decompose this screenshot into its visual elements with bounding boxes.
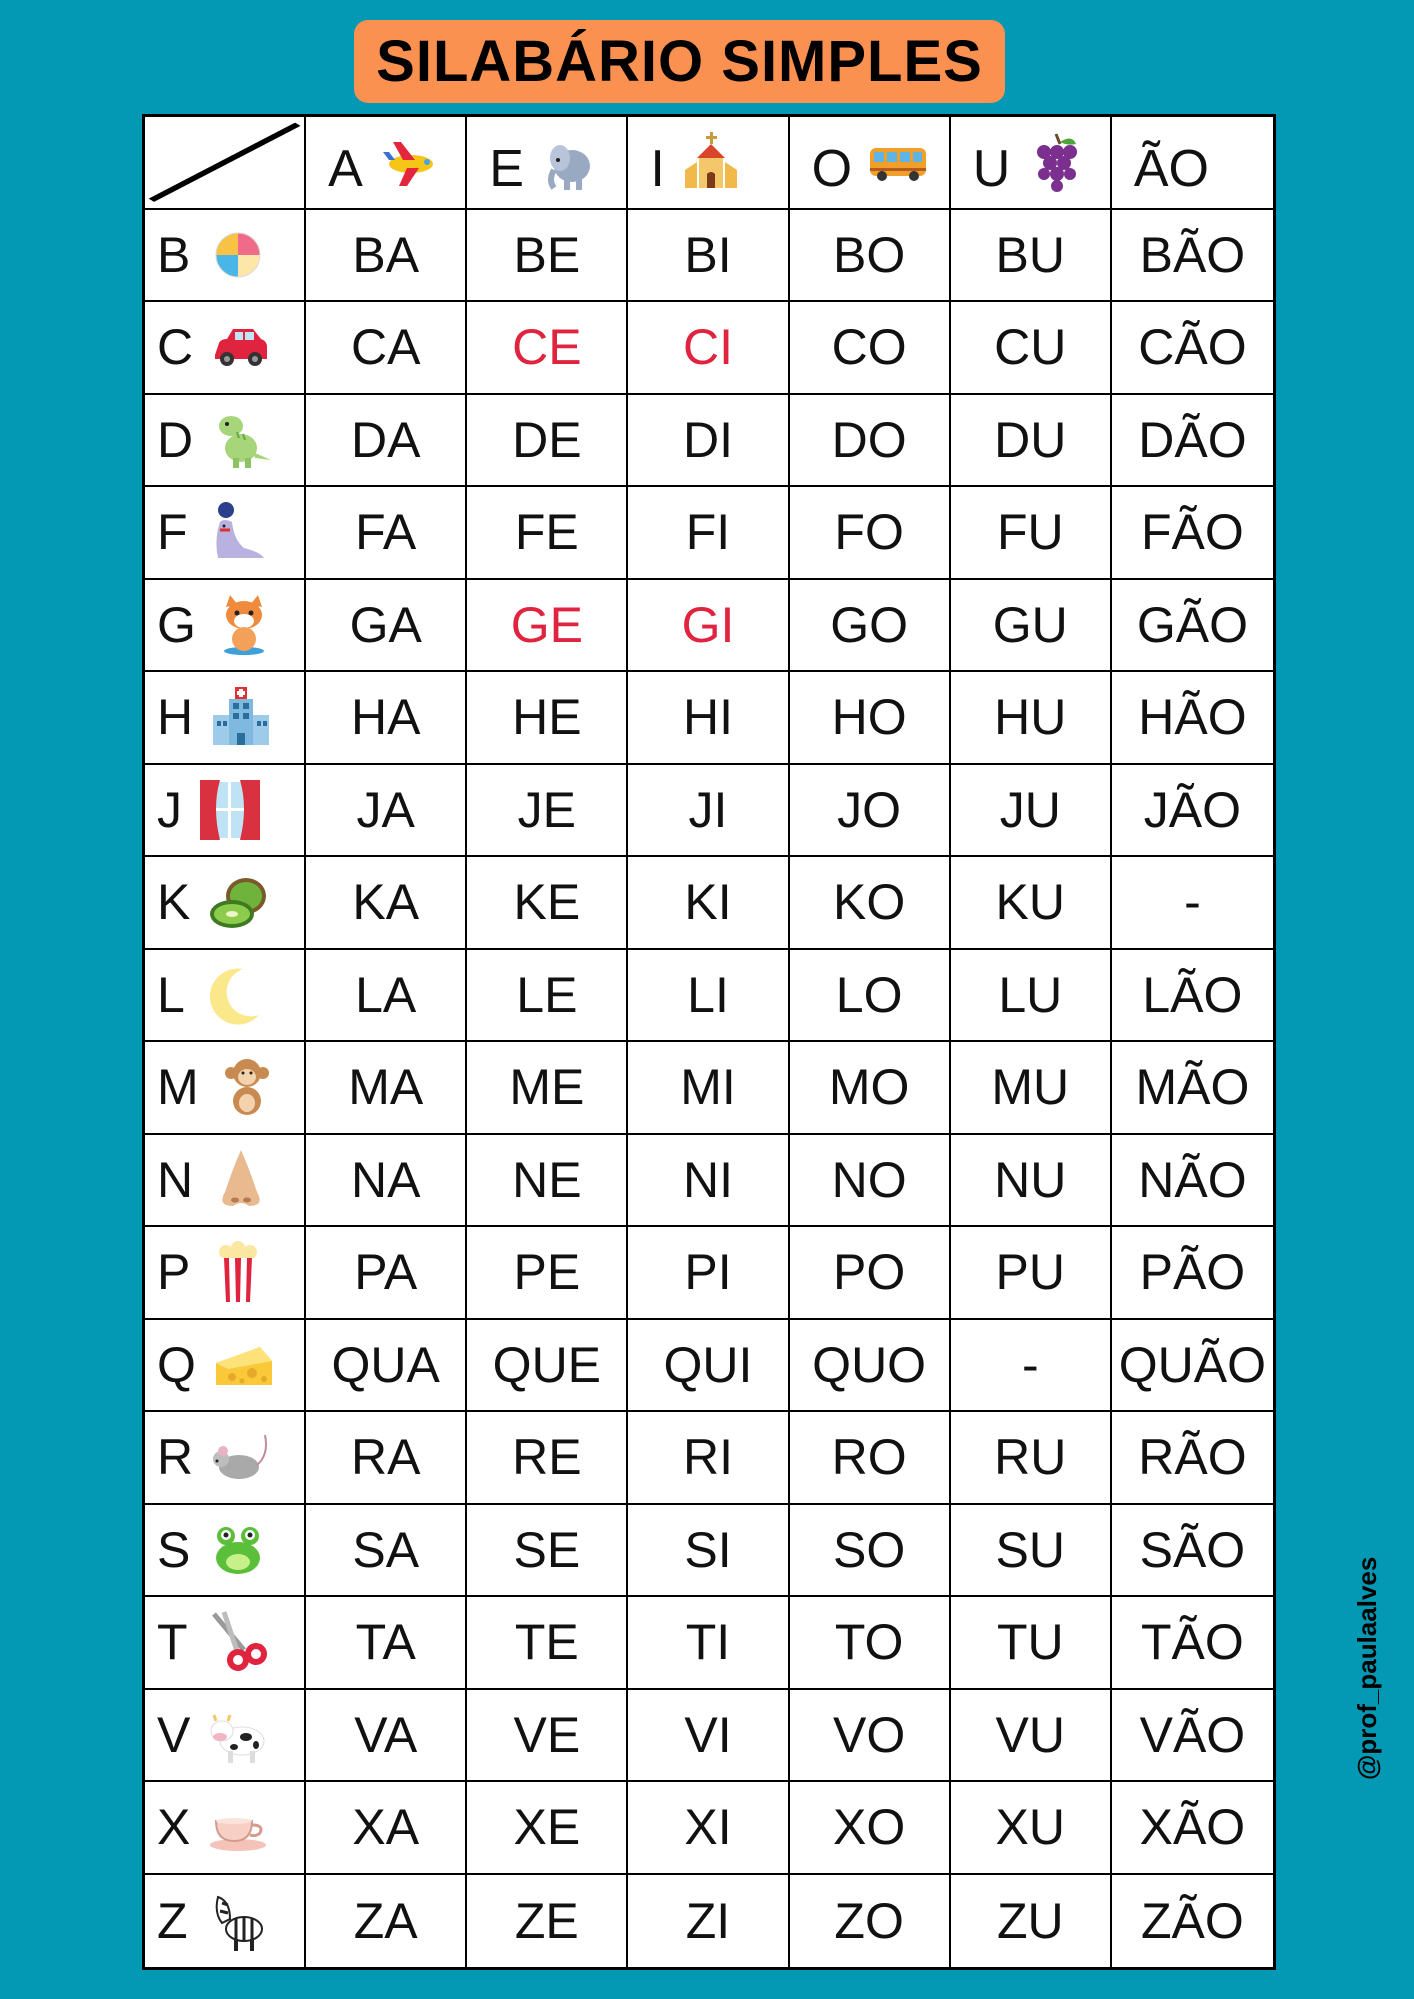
syllable-cell: TÃO bbox=[1112, 1597, 1273, 1690]
syllable-cell: GI bbox=[628, 580, 789, 673]
cheese-icon bbox=[212, 1333, 276, 1397]
syllable-cell: LU bbox=[951, 950, 1112, 1043]
syllable-cell: TA bbox=[306, 1597, 467, 1690]
syllable-cell: SI bbox=[628, 1505, 789, 1598]
syllable-cell: LÃO bbox=[1112, 950, 1273, 1043]
consonant-label: P bbox=[157, 1244, 191, 1301]
consonant-header-t bbox=[145, 1597, 306, 1690]
syllable-cell: SE bbox=[467, 1505, 628, 1598]
syllable-cell: NU bbox=[951, 1135, 1112, 1228]
syllable-cell: PA bbox=[306, 1227, 467, 1320]
syllable-cell: QUO bbox=[790, 1320, 951, 1413]
syllable-cell: BU bbox=[951, 210, 1112, 303]
syllable-cell: XÃO bbox=[1112, 1782, 1273, 1875]
scissors-icon bbox=[204, 1610, 268, 1674]
ball-icon bbox=[206, 223, 270, 287]
moon-icon bbox=[201, 963, 265, 1027]
syllable-cell: ZA bbox=[306, 1875, 467, 1968]
page-title: SILABÁRIO SIMPLES bbox=[354, 20, 1005, 103]
syllable-cell: NI bbox=[628, 1135, 789, 1228]
syllable-cell: DI bbox=[628, 395, 789, 488]
syllable-cell: HU bbox=[951, 672, 1112, 765]
syllable-cell: KO bbox=[790, 857, 951, 950]
syllable-cell: CA bbox=[306, 302, 467, 395]
syllable-cell: ZO bbox=[790, 1875, 951, 1968]
cat-icon bbox=[212, 593, 276, 657]
vowel-label: U bbox=[972, 140, 1011, 199]
car-icon bbox=[209, 315, 273, 379]
syllable-cell: HO bbox=[790, 672, 951, 765]
syllable-cell: HA bbox=[306, 672, 467, 765]
syllable-cell: GA bbox=[306, 580, 467, 673]
syllable-cell: JI bbox=[628, 765, 789, 858]
syllable-cell: PE bbox=[467, 1227, 628, 1320]
nose-icon bbox=[209, 1148, 273, 1212]
church-icon bbox=[679, 130, 743, 194]
syllable-cell: PI bbox=[628, 1227, 789, 1320]
consonant-label: Z bbox=[157, 1892, 188, 1949]
consonant-header-f bbox=[145, 487, 306, 580]
syllable-cell: NE bbox=[467, 1135, 628, 1228]
syllable-cell: XI bbox=[628, 1782, 789, 1875]
syllable-cell: QUE bbox=[467, 1320, 628, 1413]
consonant-header-m bbox=[145, 1042, 306, 1135]
syllable-cell: SÃO bbox=[1112, 1505, 1273, 1598]
syllable-cell: DU bbox=[951, 395, 1112, 488]
consonant-header-c bbox=[145, 302, 306, 395]
syllable-cell: KU bbox=[951, 857, 1112, 950]
monkey-icon bbox=[215, 1055, 279, 1119]
consonant-header-v bbox=[145, 1690, 306, 1783]
consonant-label: M bbox=[157, 1059, 199, 1116]
syllable-cell: ZI bbox=[628, 1875, 789, 1968]
syllable-cell: PU bbox=[951, 1227, 1112, 1320]
syllable-cell: CE bbox=[467, 302, 628, 395]
syllable-cell: MI bbox=[628, 1042, 789, 1135]
consonant-header-q bbox=[145, 1320, 306, 1413]
kiwi-icon bbox=[206, 870, 270, 934]
syllable-cell: RI bbox=[628, 1412, 789, 1505]
consonant-label: S bbox=[157, 1521, 191, 1578]
syllable-cell: FU bbox=[951, 487, 1112, 580]
vowel-label: ÃO bbox=[1133, 140, 1209, 199]
consonant-header-p bbox=[145, 1227, 306, 1320]
syllable-cell: LI bbox=[628, 950, 789, 1043]
consonant-label: J bbox=[157, 781, 182, 838]
syllable-cell: BÃO bbox=[1112, 210, 1273, 303]
syllable-cell: XA bbox=[306, 1782, 467, 1875]
seal-icon bbox=[204, 500, 268, 564]
syllable-cell: CÃO bbox=[1112, 302, 1273, 395]
syllable-cell: ZE bbox=[467, 1875, 628, 1968]
zebra-icon bbox=[204, 1889, 268, 1953]
consonant-header-z bbox=[145, 1875, 306, 1968]
syllable-cell: GÃO bbox=[1112, 580, 1273, 673]
syllable-cell: VA bbox=[306, 1690, 467, 1783]
syllable-cell: BI bbox=[628, 210, 789, 303]
syllable-cell: JO bbox=[790, 765, 951, 858]
consonant-label: R bbox=[157, 1429, 194, 1486]
syllable-cell: - bbox=[951, 1320, 1112, 1413]
syllable-cell: DE bbox=[467, 395, 628, 488]
syllable-cell: VU bbox=[951, 1690, 1112, 1783]
syllable-cell: - bbox=[1112, 857, 1273, 950]
syllable-cell: GO bbox=[790, 580, 951, 673]
consonant-label: N bbox=[157, 1151, 194, 1208]
vowel-label: O bbox=[811, 140, 853, 199]
syllable-cell: KE bbox=[467, 857, 628, 950]
author-handle: @prof_paulaalves bbox=[1352, 1556, 1382, 1780]
syllable-cell: XO bbox=[790, 1782, 951, 1875]
syllable-cell: HE bbox=[467, 672, 628, 765]
syllable-cell: CI bbox=[628, 302, 789, 395]
syllable-cell: LA bbox=[306, 950, 467, 1043]
vowel-header-0 bbox=[306, 117, 467, 210]
syllable-table bbox=[142, 114, 1276, 1970]
vowel-label: A bbox=[328, 140, 363, 199]
syllable-cell: MO bbox=[790, 1042, 951, 1135]
grapes-icon bbox=[1024, 130, 1088, 194]
vowel-header-2 bbox=[628, 117, 789, 210]
syllable-cell: GE bbox=[467, 580, 628, 673]
window-icon bbox=[198, 778, 262, 842]
consonant-header-r bbox=[145, 1412, 306, 1505]
syllable-cell: NA bbox=[306, 1135, 467, 1228]
airplane-icon bbox=[377, 130, 441, 194]
syllable-cell: KA bbox=[306, 857, 467, 950]
syllable-cell: LO bbox=[790, 950, 951, 1043]
syllable-cell: TU bbox=[951, 1597, 1112, 1690]
hospital-icon bbox=[209, 685, 273, 749]
syllable-cell: BO bbox=[790, 210, 951, 303]
syllable-cell: FI bbox=[628, 487, 789, 580]
mouse-icon bbox=[209, 1425, 273, 1489]
syllable-cell: RA bbox=[306, 1412, 467, 1505]
consonant-label: B bbox=[157, 226, 191, 283]
syllable-cell: SA bbox=[306, 1505, 467, 1598]
consonant-header-x bbox=[145, 1782, 306, 1875]
syllable-cell: VE bbox=[467, 1690, 628, 1783]
syllable-cell: RU bbox=[951, 1412, 1112, 1505]
syllable-cell: FÃO bbox=[1112, 487, 1273, 580]
syllable-cell: LE bbox=[467, 950, 628, 1043]
syllable-cell: SU bbox=[951, 1505, 1112, 1598]
vowel-header-5 bbox=[1112, 117, 1273, 210]
syllable-cell: JÃO bbox=[1112, 765, 1273, 858]
syllable-cell: NO bbox=[790, 1135, 951, 1228]
teacup-icon bbox=[206, 1795, 270, 1859]
consonant-label: F bbox=[157, 504, 188, 561]
dinosaur-icon bbox=[209, 408, 273, 472]
consonant-label: L bbox=[157, 966, 185, 1023]
syllable-cell: JE bbox=[467, 765, 628, 858]
syllable-cell: ME bbox=[467, 1042, 628, 1135]
consonant-header-l bbox=[145, 950, 306, 1043]
syllable-cell: MU bbox=[951, 1042, 1112, 1135]
syllable-cell: SO bbox=[790, 1505, 951, 1598]
syllable-cell: JA bbox=[306, 765, 467, 858]
consonant-label: V bbox=[157, 1706, 191, 1763]
syllable-cell: HÃO bbox=[1112, 672, 1273, 765]
syllable-cell: FO bbox=[790, 487, 951, 580]
consonant-header-b bbox=[145, 210, 306, 303]
syllable-cell: BA bbox=[306, 210, 467, 303]
syllable-cell: CU bbox=[951, 302, 1112, 395]
syllable-cell: RE bbox=[467, 1412, 628, 1505]
consonant-label: H bbox=[157, 689, 194, 746]
frog-icon bbox=[206, 1518, 270, 1582]
vowel-header-4 bbox=[951, 117, 1112, 210]
syllable-cell: VÃO bbox=[1112, 1690, 1273, 1783]
consonant-label: T bbox=[157, 1614, 188, 1671]
syllable-cell: CO bbox=[790, 302, 951, 395]
consonant-label: Q bbox=[157, 1336, 196, 1393]
cow-icon bbox=[206, 1703, 270, 1767]
vowel-header-1 bbox=[467, 117, 628, 210]
consonant-header-h bbox=[145, 672, 306, 765]
consonant-header-n bbox=[145, 1135, 306, 1228]
consonant-header-k bbox=[145, 857, 306, 950]
syllable-cell: TE bbox=[467, 1597, 628, 1690]
syllable-cell: NÃO bbox=[1112, 1135, 1273, 1228]
syllable-cell: PO bbox=[790, 1227, 951, 1320]
elephant-icon bbox=[538, 130, 602, 194]
syllable-cell: ZU bbox=[951, 1875, 1112, 1968]
syllable-cell: FA bbox=[306, 487, 467, 580]
syllable-cell: VO bbox=[790, 1690, 951, 1783]
vowel-label: I bbox=[650, 140, 665, 199]
consonant-header-j bbox=[145, 765, 306, 858]
vowel-label: E bbox=[489, 140, 524, 199]
syllable-cell: RÃO bbox=[1112, 1412, 1273, 1505]
consonant-header-d bbox=[145, 395, 306, 488]
vowel-header-3 bbox=[790, 117, 951, 210]
syllable-cell: GU bbox=[951, 580, 1112, 673]
syllable-cell: MA bbox=[306, 1042, 467, 1135]
syllable-cell: PÃO bbox=[1112, 1227, 1273, 1320]
syllable-cell: ZÃO bbox=[1141, 1892, 1244, 1949]
syllable-cell: HI bbox=[628, 672, 789, 765]
syllable-cell: VI bbox=[628, 1690, 789, 1783]
popcorn-icon bbox=[206, 1240, 270, 1304]
syllable-cell: MÃO bbox=[1112, 1042, 1273, 1135]
syllable-cell: RO bbox=[790, 1412, 951, 1505]
syllable-cell: QUÃO bbox=[1112, 1320, 1273, 1413]
bus-icon bbox=[866, 130, 930, 194]
syllable-cell: TI bbox=[628, 1597, 789, 1690]
syllable-cell: DO bbox=[790, 395, 951, 488]
syllable-cell: KI bbox=[628, 857, 789, 950]
syllable-cell: DÃO bbox=[1112, 395, 1273, 488]
consonant-label: K bbox=[157, 874, 191, 931]
consonant-label: C bbox=[157, 319, 194, 376]
consonant-header-s bbox=[145, 1505, 306, 1598]
consonant-label: G bbox=[157, 596, 196, 653]
corner-cell bbox=[145, 117, 306, 210]
syllable-cell: DA bbox=[306, 395, 467, 488]
syllable-cell: TO bbox=[790, 1597, 951, 1690]
syllable-cell: QUA bbox=[306, 1320, 467, 1413]
consonant-header-g bbox=[145, 580, 306, 673]
syllable-cell: FE bbox=[467, 487, 628, 580]
syllable-cell: QUI bbox=[628, 1320, 789, 1413]
syllable-cell: JU bbox=[951, 765, 1112, 858]
consonant-label: D bbox=[157, 411, 194, 468]
syllable-cell: BE bbox=[467, 210, 628, 303]
consonant-label: X bbox=[157, 1799, 191, 1856]
syllable-cell: XE bbox=[467, 1782, 628, 1875]
syllable-cell: XU bbox=[951, 1782, 1112, 1875]
